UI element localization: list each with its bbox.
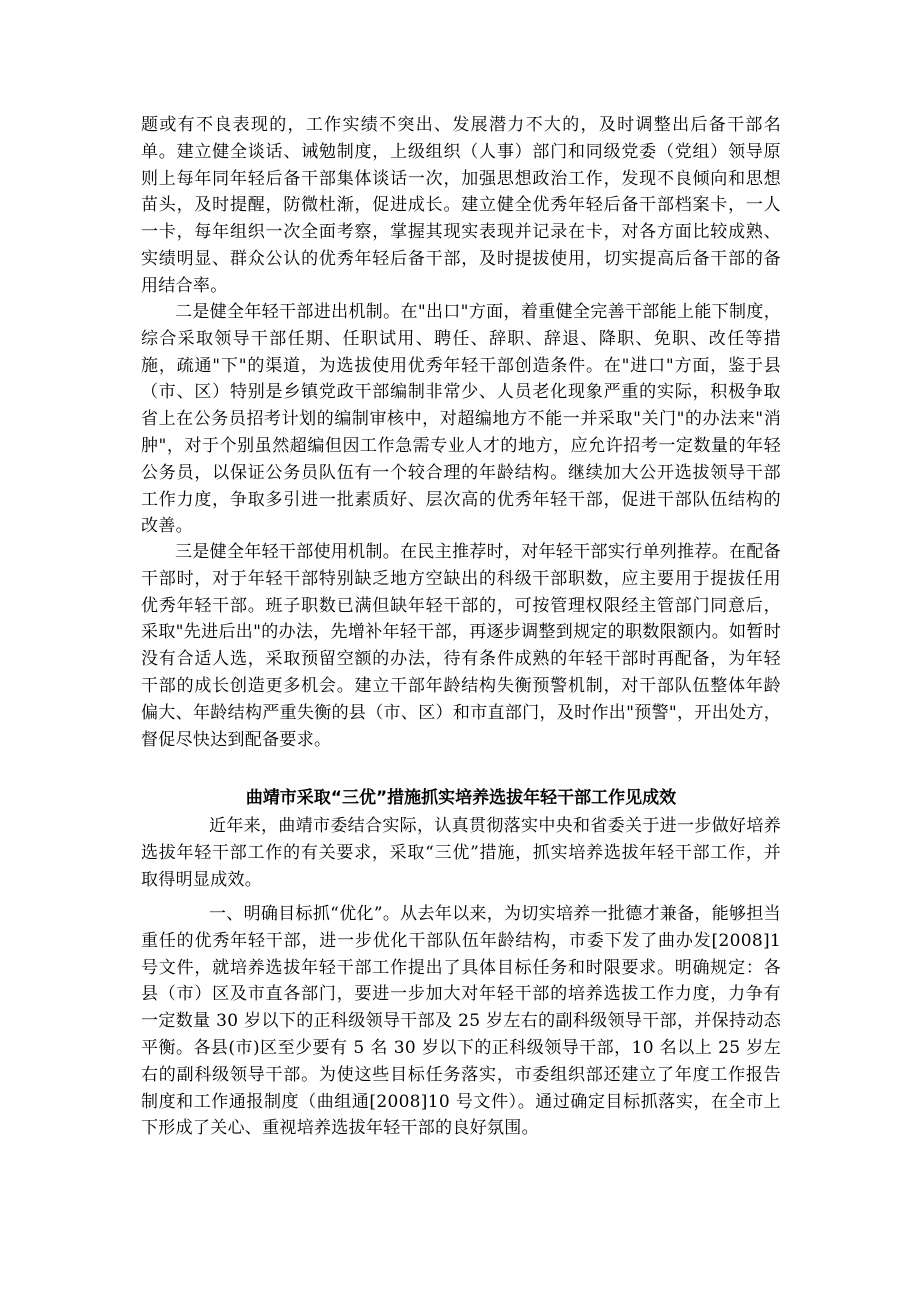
continuation-paragraph: 题或有不良表现的，工作实绩不突出、发展潜力不大的，及时调整出后备干部名单。建立健全谈话、诫勉制度，上级组织（人事）部门和同级党委（党组）领导原则上每年同年轻后备干部集体谈话一次，加强思想政治工作，发现不良倾向和思想苗头，及时提醒，防微杜渐，促进成长。建立健全优秀年轻后备干部档案卡，一人一卡，每年组织一次全面考察，掌握其现实表现并记录在卡，对各方面比较成熟、实绩明显、群众公认的优秀年轻后备干部，及时提拔使用，切实提高后备干部的备用结合率。 — [141, 115, 781, 296]
paragraph-two: 二是健全年轻干部进出机制。在"出口"方面，着重健全完善干部能上能下制度，综合采取领导干部任期、任职试用、聘任、辞职、辞退、降职、免职、改任等措施，疏通"下"的渠道，为选拔使用优秀年轻干部创造条件。在"进口"方面，鉴于县（市、区）特别是乡镇党政干部编制非常少、人员老化现象严重的实际，积极争取省上在公务员招考计划的编制审核中，对超编地方不能一并采取"关门"的办法来"消肿"，对于个别虽然超编但因工作急需专业人才的地方，应允许招考一定数量的年轻公务员，以保证公务员队伍有一个较合理的年龄结构。继续加大公开选拔领导干部工作力度，争取多引进一批素质好、层次高的优秀年轻干部，促进干部队伍结构的改善。 — [141, 302, 781, 537]
article-section-one: 一、明确目标抓“优化”。从去年以来，为切实培养一批德才兼备，能够担当重任的优秀年轻干部，进一步优化干部队伍年龄结构，市委下发了曲办发[2008]1 号文件，就培养选拔年轻干部工作提出了具体目标任务和时限要求。明确规定：各县（市）区及市直各部门，要进一步加大对年轻干部的培养选拔工作力度，力争有一定数量 30 岁以下的正科级领导干部及 25 岁左右的副科级领导干部，并保持动态平衡。各县(市)区至少要有 5 名 30 岁以下的正科级领导干部，10 名以上 25 岁左右的副科级领导干部。为使这些目标任务落实，市委组织部还建立了年度工作报告制度和工作通报制度（曲组通[2008]10 号文件）。通过确定目标抓落实，在全市上下形成了关心、重视培养选拔年轻干部的良好氛围。 — [141, 904, 781, 1139]
paragraph-three: 三是健全年轻干部使用机制。在民主推荐时，对年轻干部实行单列推荐。在配备干部时，对于年轻干部特别缺乏地方空缺出的科级干部职数，应主要用于提拔任用优秀年轻干部。班子职数已满但缺年轻干部的，可按管理权限经主管部门同意后，采取"先进后出"的办法，先增补年轻干部，再逐步调整到规定的职数限额内。如暂时没有合适人选，采取预留空额的办法，待有条件成熟的年轻干部时再配备，为年轻干部的成长创造更多机会。建立干部年龄结构失衡预警机制，对干部队伍整体年龄偏大、年龄结构严重失衡的县（市、区）和市直部门，及时作出"预警"，开出处方，督促尽快达到配备要求。 — [141, 542, 781, 750]
article-intro: 近年来，曲靖市委结合实际，认真贯彻落实中央和省委关于进一步做好培养选拔年轻干部工作的有关要求，采取“三优”措施，抓实培养选拔年轻干部工作，并取得明显成效。 — [141, 816, 781, 890]
article-title: 曲靖市采取“三优”措施抓实培养选拔年轻干部工作见成效 — [245, 788, 677, 808]
